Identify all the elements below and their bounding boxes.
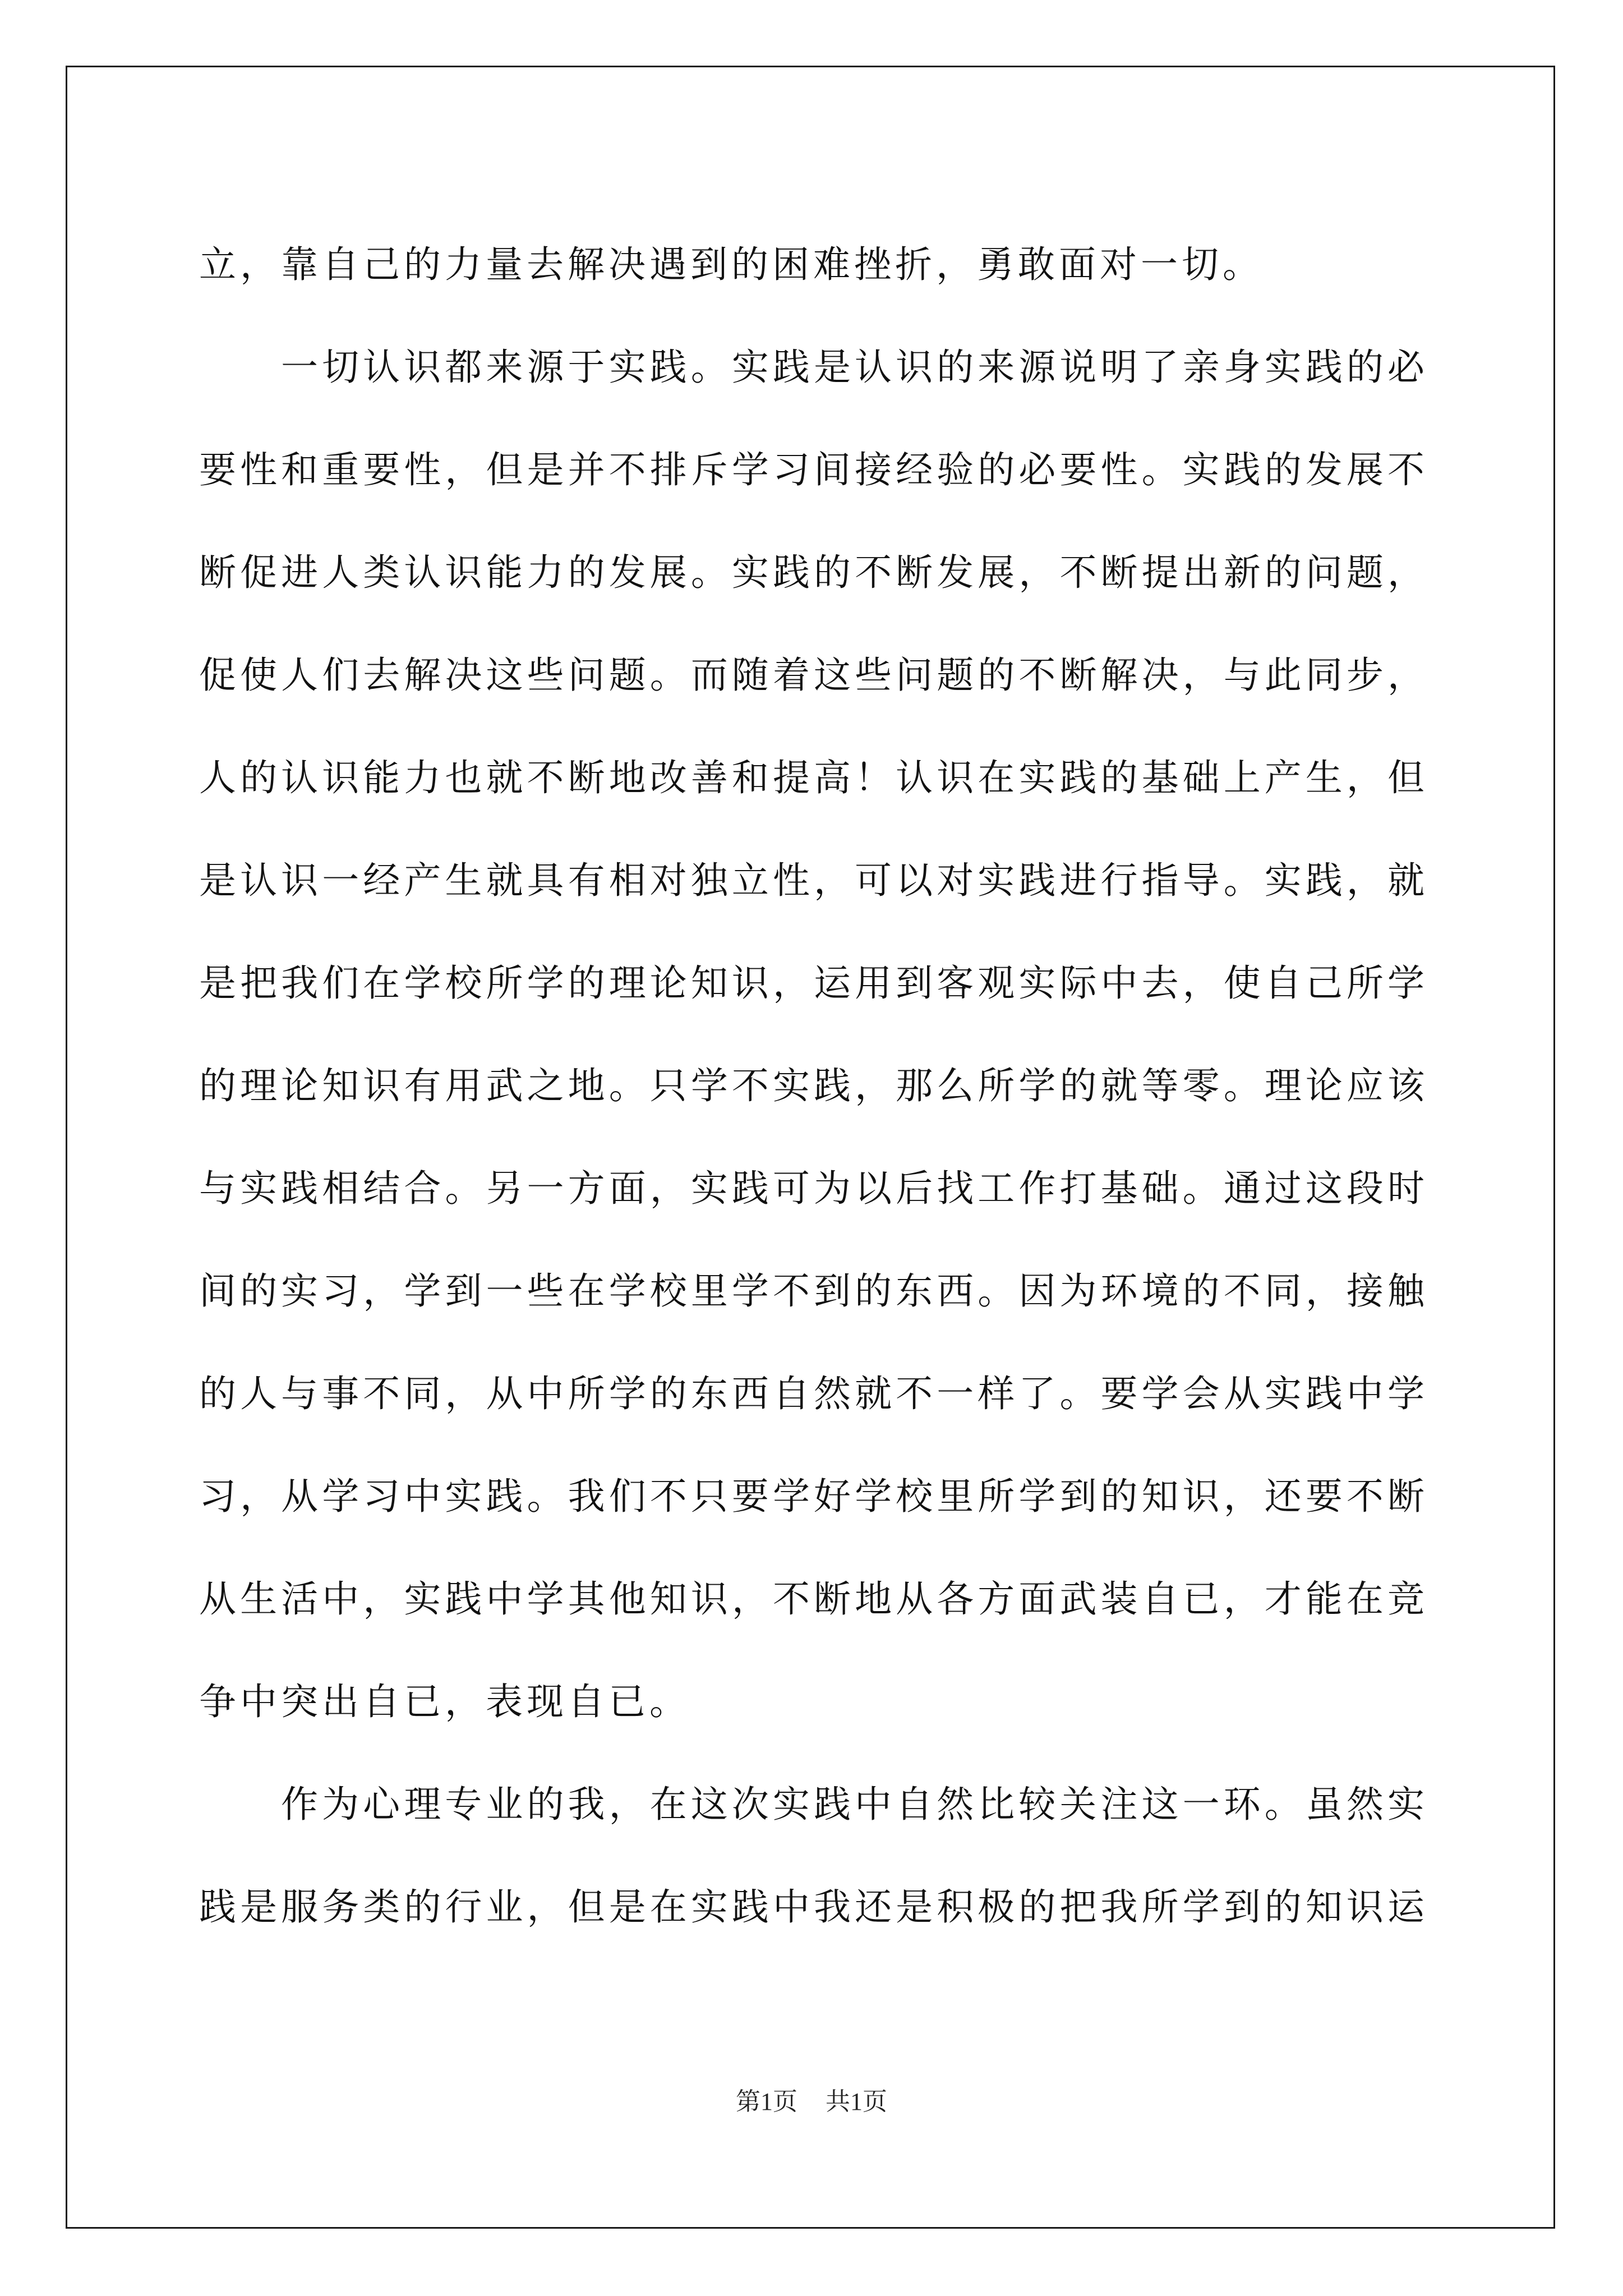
page-footer [0,2081,1623,2117]
page-number-current: 第1页 [736,2088,797,2115]
text-line: 从生活中，实践中学其他知识，不断地从各方面武装自已，才能在竞 [199,1577,1424,1621]
text-line: 要性和重要性，但是并不排斥学习间接经验的必要性。实践的发展不 [199,448,1424,491]
text-line: 人的认识能力也就不断地改善和提高！认识在实践的基础上产生，但 [199,756,1424,799]
text-line: 习，从学习中实践。我们不只要学好学校里所学到的知识，还要不断 [199,1475,1424,1518]
text-line: 一切认识都来源于实践。实践是认识的来源说明了亲身实践的必 [281,346,1424,389]
document-body [199,213,1424,1958]
text-line: 促使人们去解决这些问题。而随着这些问题的不断解决，与此同步， [199,654,1424,697]
text-line: 间的实习，学到一些在学校里学不到的东西。因为环境的不同，接触 [199,1269,1424,1313]
text-line: 断促进人类认识能力的发展。实践的不断发展，不断提出新的问题， [199,551,1424,594]
text-line: 与实践相结合。另一方面，实践可为以后找工作打基础。通过这段时 [199,1167,1424,1210]
text-line: 的人与事不同，从中所学的东西自然就不一样了。要学会从实践中学 [199,1372,1424,1415]
text-line: 是认识一经产生就具有相对独立性，可以对实践进行指导。实践，就 [199,859,1424,902]
text-line: 作为心理专业的我，在这次实践中自然比较关注这一环。虽然实 [281,1783,1424,1826]
text-line: 争中突出自已，表现自已。 [199,1680,690,1723]
text-line: 的理论知识有用武之地。只学不实践，那么所学的就等零。理论应该 [199,1064,1424,1107]
text-line: 是把我们在学校所学的理论知识，运用到客观实际中去，使自己所学 [199,961,1424,1005]
text-line: 践是服务类的行业，但是在实践中我还是积极的把我所学到的知识运 [199,1885,1424,1929]
text-line: 立，靠自己的力量去解决遇到的困难挫折，勇敢面对一切。 [199,243,1264,286]
page-number-total: 共1页 [826,2088,887,2115]
